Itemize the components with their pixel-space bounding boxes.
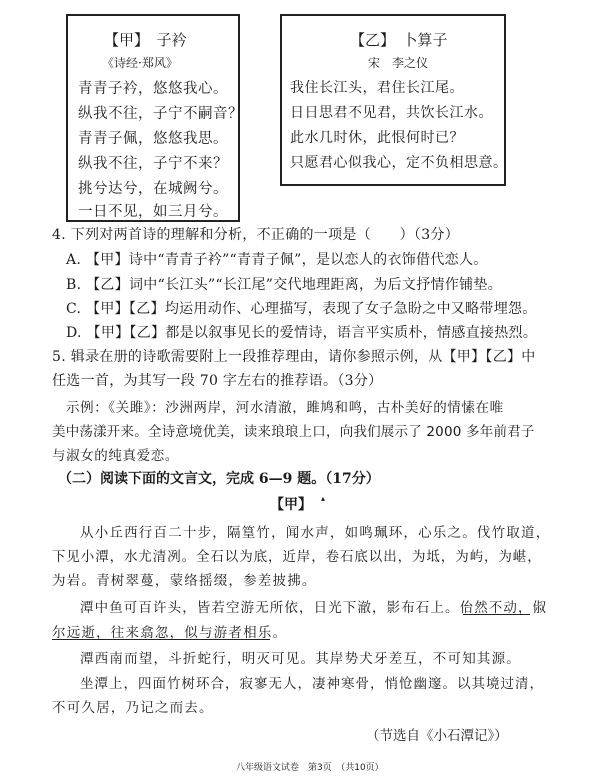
poem-a-line: 挑兮达兮，在城阙兮。 xyxy=(78,181,228,197)
poem-a-source: 《诗经·郑风》 xyxy=(102,56,178,70)
passage-line: 从小丘西行百二十步，隔篁竹，闻水声，如鸣珮环，心乐之。伐竹取道， xyxy=(80,525,551,541)
poem-b-line: 此水几时休，此恨何时已？ xyxy=(290,130,464,146)
poem-a-line: 青青子衿，悠悠我心。 xyxy=(78,81,228,97)
poem-b-line: 日日思君不见君，共饮长江水。 xyxy=(290,105,493,121)
passage-label: 【甲】 xyxy=(270,497,312,513)
question-4-option-c: C. 【甲】【乙】均运用动作、心理描写，表现了女子急盼之中又略带埋怨。 xyxy=(66,301,537,317)
question-4-stem: 4. 下列对两首诗的理解和分析，不正确的一项是（ ）（3分） xyxy=(52,227,460,243)
poem-a-line: 纵我不往，子宁不来？ xyxy=(78,156,228,172)
page-footer: 八年级语文试卷 第3页 （共10页） xyxy=(236,763,384,773)
poem-a-line: 一日不见，如三月兮。 xyxy=(78,204,228,220)
poem-a-title: 【甲】 子衿 xyxy=(104,31,187,49)
poem-b-line: 我住长江头，君住长江尾。 xyxy=(290,80,464,96)
question-4-option-a: A. 【甲】诗中“青青子衿”“青青子佩”，是以恋人的衣饰借代恋人。 xyxy=(66,252,488,268)
question-5-example: 示例：《关雎》：沙洲两岸，河水清澈，雎鸠和鸣，古朴美好的情愫在唯 xyxy=(66,400,504,416)
poem-b-line: 只愿君心似我心，定不负相思意。 xyxy=(290,155,508,171)
passage-line: 不可久居，乃记之而去。 xyxy=(52,700,214,716)
passage-line: 为岩。青树翠蔓，蒙络摇缀，参差披拂。 xyxy=(52,573,317,589)
question-5-example: 与淑女的纯真爱恋。 xyxy=(52,448,179,464)
poem-a-line: 纵我不往，子宁不嗣音？ xyxy=(78,106,243,122)
underline-sentence xyxy=(52,639,270,640)
passage-source: （节选自《小石潭记》） xyxy=(366,728,508,744)
question-5-example: 美中荡漾开来。全诗意境优美，读来琅琅上口，向我们展示了 2000 多年前君子 xyxy=(52,424,535,440)
question-5-line2: 任选一首，为其写一段 70 字左右的推荐语。（3分） xyxy=(52,373,383,389)
question-5-line1: 5. 辑录在册的诗歌需要附上一段推荐理由，请你参照示例，从【甲】【乙】中 xyxy=(52,349,536,365)
stray-mark: ▴ xyxy=(321,494,326,503)
poem-b-title: 【乙】 卜算子 xyxy=(350,31,448,49)
poem-b-author: 宋 李之仪 xyxy=(368,56,429,70)
passage-line: 下见小潭，水尤清冽。全石以为底，近岸，卷石底以出，为坻，为屿，为嵁， xyxy=(52,549,542,565)
passage-line: 潭中鱼可百许头，皆若空游无所依，日光下澈，影布石上。佁然不动，俶 xyxy=(80,600,548,616)
passage-line: 坐潭上，四面竹树环合，寂寥无人，凄神寒骨，悄怆幽邃。以其境过清， xyxy=(80,676,544,692)
section-2-heading: （二）阅读下面的文言文，完成 6—9 题。（17分） xyxy=(58,471,380,487)
passage-line: 潭西南而望，斗折蛇行，明灭可见。其岸势犬牙差互，不可知其源。 xyxy=(80,651,521,667)
underline-sentence xyxy=(463,614,530,615)
passage-line: 尔远逝，往来翕忽，似与游者相乐。 xyxy=(52,625,288,641)
question-4-option-d: D. 【甲】【乙】都是以叙事见长的爱情诗，语言平实质朴，情感直接热烈。 xyxy=(66,325,538,341)
question-4-option-b: B. 【乙】词中“长江头”“长江尾”交代地理距离，为后文抒情作铺垫。 xyxy=(66,277,503,293)
poem-a-line: 青青子佩，悠悠我思。 xyxy=(78,131,228,147)
